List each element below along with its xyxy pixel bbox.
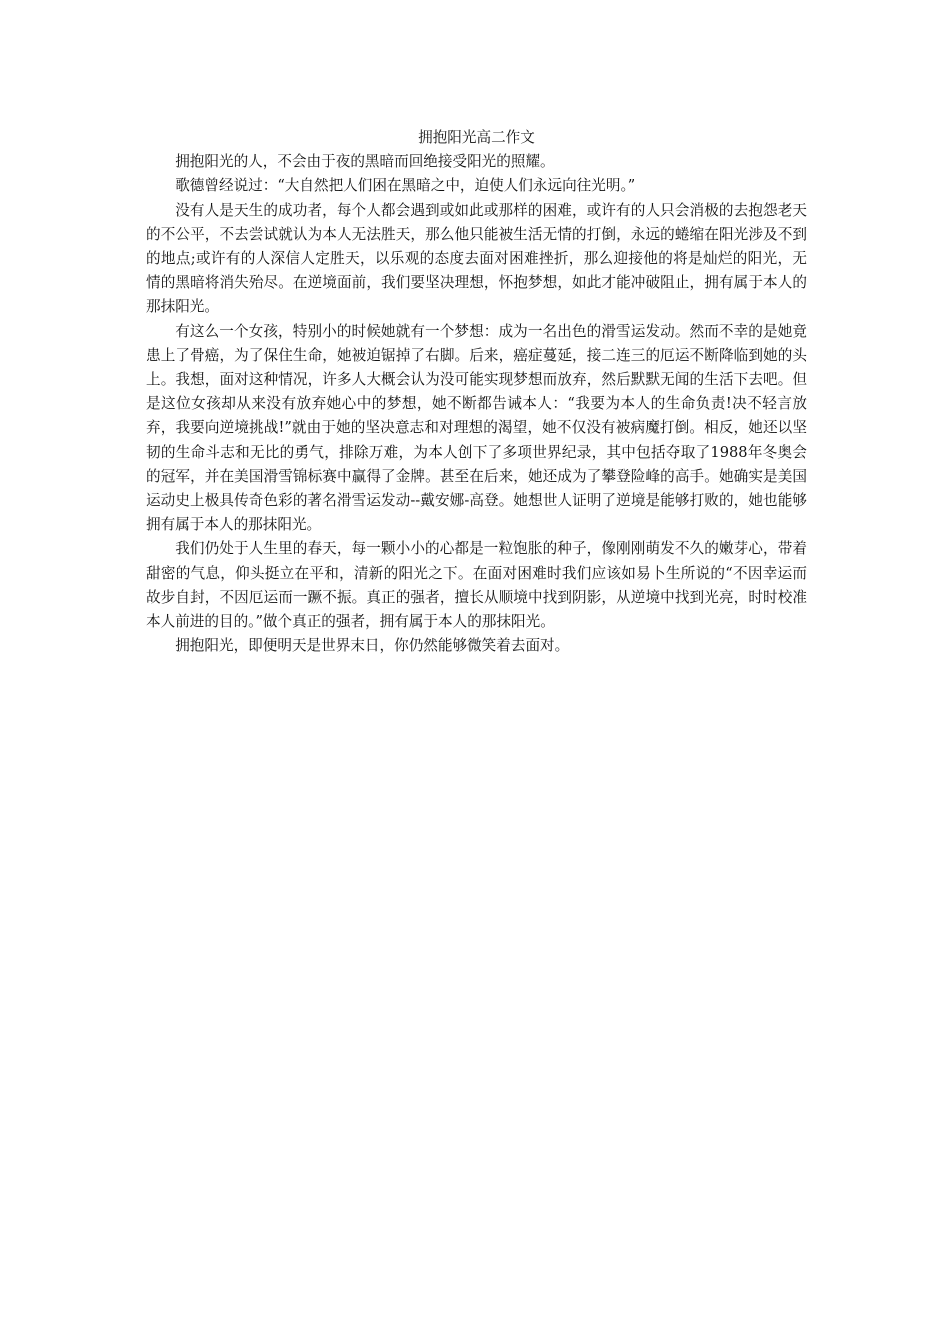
paragraph-goethe-quote: 歌德曾经说过：“大自然把人们困在黑暗之中，迫使人们永远向往光明。” (175, 177, 636, 195)
document-title: 拥抱阳光高二作文 (418, 129, 535, 146)
paragraph-spring-of-life: 我们仍处于人生里的春天，每一颗小小的心都是一粒饱胀的种子，像刚刚萌发不久的嫩芽心，带着甜密的气息，仰头挺立在平和，清新的阳光之下。在面对困难时我们应该如易卜生所说的“不因幸运而故步自封，不因厄运而一蹶不振。真正的强者，擅长从顺境中找到阴影，从逆境中找到光亮，时时校准本人前进的目的。”做个真正的强者，拥有属于本人的那抹阳光。 (146, 540, 807, 631)
document-page (146, 126, 807, 658)
paragraph-success: 没有人是天生的成功者，每个人都会遇到或如此或那样的困难，或许有的人只会消极的去抱怨老天的不公平，不去尝试就认为本人无法胜天，那么他只能被生活无情的打倒，永远的蜷缩在阳光涉及不到的地点;或许有的人深信人定胜天，以乐观的态度去面对困难挫折，那么迎接他的将是灿烂的阳光，无情的黑暗将消失殆尽。在逆境面前，我们要坚决理想，怀抱梦想，如此才能冲破阻止，拥有属于本人的那抹阳光。 (146, 201, 807, 316)
paragraph-closing: 拥抱阳光，即便明天是世界末日，你仍然能够微笑着去面对。 (175, 637, 570, 655)
paragraph-opening: 拥抱阳光的人，不会由于夜的黑暗而回绝接受阳光的照耀。 (175, 153, 555, 171)
paragraph-girl-story: 有这么一个女孩，特别小的时候她就有一个梦想：成为一名出色的滑雪运发动。然而不幸的是她竟患上了骨癌，为了保住生命，她被迫锯掉了右脚。后来，癌症蔓延，接二连三的厄运不断降临到她的头上。我想，面对这种情况，许多人大概会认为没可能实现梦想而放弃，然后默默无闻的生活下去吧。但是这位女孩却从来没有放弃她心中的梦想，她不断都告诫本人：“我要为本人的生命负责!决不轻言放弃，我要向逆境挑战!”就由于她的坚决意志和对理想的渴望，她不仅没有被病魔打倒。相反，她还以坚韧的生命斗志和无比的勇气，排除万难，为本人创下了多项世界纪录，其中包括夺取了1988年冬奥会的冠军，并在美国滑雪锦标赛中赢得了金牌。甚至在后来，她还成为了攀登险峰的高手。她确实是美国运动史上极具传奇色彩的著名滑雪运发动--戴安娜-高登。她想世人证明了逆境是能够打败的，她也能够拥有属于本人的那抹阳光。 (146, 322, 807, 534)
